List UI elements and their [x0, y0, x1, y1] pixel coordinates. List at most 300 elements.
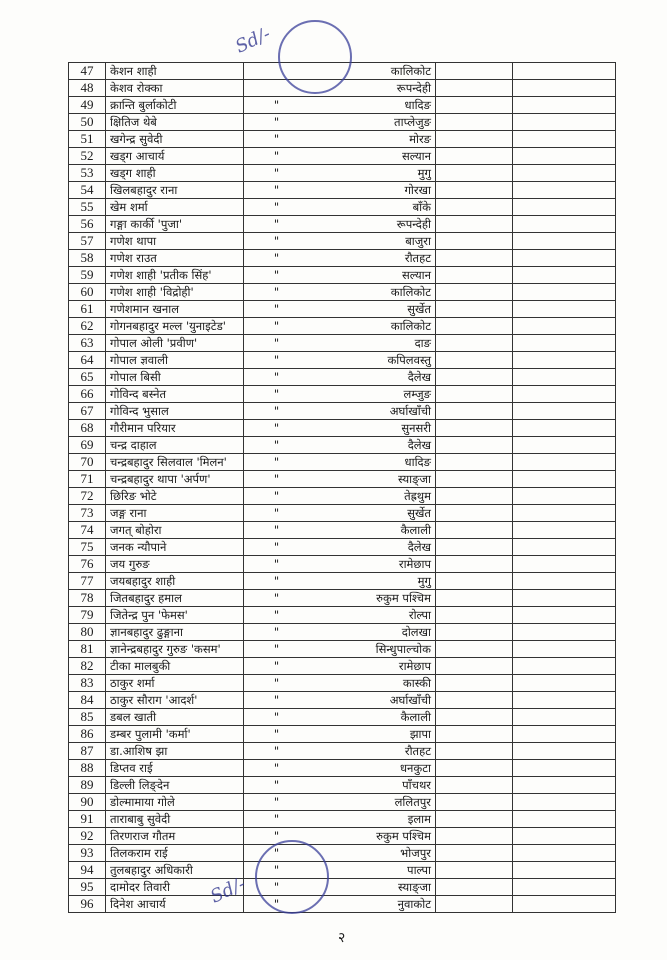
member-name: जयबहादुर शाही [106, 573, 244, 590]
member-name: ठाकुर शर्मा [106, 675, 244, 692]
empty-cell [513, 233, 616, 250]
district: कास्की [309, 675, 436, 692]
ditto-mark: " [244, 335, 310, 352]
table-row [69, 590, 616, 607]
ditto-mark: " [244, 828, 310, 845]
empty-cell [436, 250, 513, 267]
district: स्याङ्जा [309, 471, 436, 488]
district: मोरङ [309, 131, 436, 148]
table-row [69, 777, 616, 794]
member-name: दिनेश आचार्य [106, 896, 244, 913]
empty-cell [513, 165, 616, 182]
district: लम्जुङ [309, 386, 436, 403]
table-row [69, 607, 616, 624]
serial-number: 54 [69, 182, 106, 199]
empty-cell [513, 318, 616, 335]
serial-number: 57 [69, 233, 106, 250]
district: दैलेख [309, 369, 436, 386]
table-row [69, 624, 616, 641]
district: कालिकोट [309, 284, 436, 301]
empty-cell [436, 97, 513, 114]
empty-cell [513, 216, 616, 233]
empty-cell [513, 131, 616, 148]
table-row [69, 726, 616, 743]
district: रोल्पा [309, 607, 436, 624]
district: स्याङ्जा [309, 879, 436, 896]
empty-cell [513, 454, 616, 471]
district: बाजुरा [309, 233, 436, 250]
table-row [69, 879, 616, 896]
member-name: गोविन्द भुसाल [106, 403, 244, 420]
ditto-mark: " [244, 539, 310, 556]
empty-cell [436, 845, 513, 862]
district: रौतहट [309, 743, 436, 760]
member-name: गणेश राउत [106, 250, 244, 267]
district: धादिङ [309, 97, 436, 114]
table-row [69, 505, 616, 522]
empty-cell [436, 454, 513, 471]
serial-number: 60 [69, 284, 106, 301]
ditto-mark: " [244, 403, 310, 420]
district: धादिङ [309, 454, 436, 471]
member-name: जितेन्द्र पुन 'फेमस' [106, 607, 244, 624]
member-name: खड्ग आचार्य [106, 148, 244, 165]
member-name: केशन शाही [106, 63, 244, 80]
serial-number: 66 [69, 386, 106, 403]
serial-number: 62 [69, 318, 106, 335]
member-name: ठाकुर सौराग 'आदर्श' [106, 692, 244, 709]
empty-cell [513, 590, 616, 607]
member-name: डिप्तव राई [106, 760, 244, 777]
empty-cell [436, 811, 513, 828]
serial-number: 88 [69, 760, 106, 777]
empty-cell [436, 386, 513, 403]
empty-cell [436, 267, 513, 284]
district: बाँके [309, 199, 436, 216]
district: सल्यान [309, 148, 436, 165]
member-name: तुलबहादुर अधिकारी [106, 862, 244, 879]
district: सिन्धुपाल्चोक [309, 641, 436, 658]
member-name: गोविन्द बस्नेत [106, 386, 244, 403]
member-name: ज्ञानबहादुर ढुङ्गाना [106, 624, 244, 641]
serial-number: 48 [69, 80, 106, 97]
serial-number: 84 [69, 692, 106, 709]
district: दाङ [309, 335, 436, 352]
empty-cell [513, 369, 616, 386]
member-name: गोपाल ज्ञवाली [106, 352, 244, 369]
table-row [69, 811, 616, 828]
district: भोजपुर [309, 845, 436, 862]
empty-cell [436, 488, 513, 505]
serial-number: 63 [69, 335, 106, 352]
district: सुर्खेत [309, 301, 436, 318]
serial-number: 52 [69, 148, 106, 165]
serial-number: 74 [69, 522, 106, 539]
empty-cell [436, 505, 513, 522]
table-row [69, 267, 616, 284]
empty-cell [513, 675, 616, 692]
member-name: खिलबहादुर राना [106, 182, 244, 199]
ditto-mark: " [244, 641, 310, 658]
empty-cell [436, 165, 513, 182]
empty-cell [513, 148, 616, 165]
serial-number: 80 [69, 624, 106, 641]
empty-cell [436, 403, 513, 420]
ditto-mark: " [244, 607, 310, 624]
serial-number: 67 [69, 403, 106, 420]
district: दोलखा [309, 624, 436, 641]
ditto-mark: " [244, 284, 310, 301]
district: झापा [309, 726, 436, 743]
signature-top: Sd/- [232, 23, 274, 58]
district: धनकुटा [309, 760, 436, 777]
empty-cell [513, 267, 616, 284]
table-row [69, 692, 616, 709]
table-row [69, 454, 616, 471]
district: सुनसरी [309, 420, 436, 437]
empty-cell [513, 284, 616, 301]
table-row [69, 335, 616, 352]
empty-cell [513, 777, 616, 794]
district: अर्घाखाँची [309, 403, 436, 420]
serial-number: 53 [69, 165, 106, 182]
member-name: खड्ग शाही [106, 165, 244, 182]
empty-cell [513, 437, 616, 454]
serial-number: 61 [69, 301, 106, 318]
ditto-mark: " [244, 369, 310, 386]
table-row [69, 403, 616, 420]
district: रुकुम पश्चिम [309, 828, 436, 845]
serial-number: 47 [69, 63, 106, 80]
table-row [69, 233, 616, 250]
empty-cell [513, 556, 616, 573]
district: कालिकोट [309, 318, 436, 335]
table-row [69, 97, 616, 114]
member-name: गणेश शाही 'प्रतीक सिंह' [106, 267, 244, 284]
member-name: तिलकराम राई [106, 845, 244, 862]
member-name: जनक न्यौपाने [106, 539, 244, 556]
empty-cell [513, 896, 616, 913]
district: रामेछाप [309, 658, 436, 675]
member-name: गोगनबहादुर मल्ल 'युनाइटेड' [106, 318, 244, 335]
ditto-mark: " [244, 658, 310, 675]
empty-cell [436, 437, 513, 454]
ditto-mark: " [244, 97, 310, 114]
empty-cell [513, 624, 616, 641]
ditto-mark: " [244, 114, 310, 131]
ditto-mark: " [244, 131, 310, 148]
serial-number: 92 [69, 828, 106, 845]
empty-cell [513, 114, 616, 131]
ditto-mark: " [244, 488, 310, 505]
empty-cell [513, 63, 616, 80]
empty-cell [436, 80, 513, 97]
empty-cell [513, 199, 616, 216]
district: इलाम [309, 811, 436, 828]
serial-number: 72 [69, 488, 106, 505]
ditto-mark: " [244, 590, 310, 607]
serial-number: 77 [69, 573, 106, 590]
ditto-mark: " [244, 318, 310, 335]
district: अर्घाखाँची [309, 692, 436, 709]
member-name: ताराबाबु सुवेदी [106, 811, 244, 828]
district: रामेछाप [309, 556, 436, 573]
ditto-mark: " [244, 879, 310, 896]
member-list-table [68, 62, 616, 913]
member-name: गणेशमान खनाल [106, 301, 244, 318]
table-row [69, 250, 616, 267]
serial-number: 55 [69, 199, 106, 216]
empty-cell [513, 828, 616, 845]
ditto-mark: " [244, 794, 310, 811]
table-row [69, 420, 616, 437]
member-name: डम्बर पुलामी 'कर्मा' [106, 726, 244, 743]
empty-cell [513, 539, 616, 556]
member-name: दामोदर तिवारी [106, 879, 244, 896]
district: रूपन्देही [309, 216, 436, 233]
district: तेह्रथुम [309, 488, 436, 505]
ditto-mark: " [244, 760, 310, 777]
serial-number: 89 [69, 777, 106, 794]
ditto-mark: " [244, 743, 310, 760]
serial-number: 79 [69, 607, 106, 624]
empty-cell [436, 828, 513, 845]
table-row [69, 437, 616, 454]
empty-cell [513, 182, 616, 199]
empty-cell [436, 556, 513, 573]
serial-number: 73 [69, 505, 106, 522]
serial-number: 81 [69, 641, 106, 658]
empty-cell [436, 471, 513, 488]
signature-bottom: Sd/- [207, 873, 249, 908]
empty-cell [436, 794, 513, 811]
ditto-mark: " [244, 709, 310, 726]
table-row [69, 471, 616, 488]
table-row [69, 352, 616, 369]
empty-cell [513, 403, 616, 420]
empty-cell [513, 301, 616, 318]
district: रौतहट [309, 250, 436, 267]
empty-cell [513, 505, 616, 522]
empty-cell [436, 658, 513, 675]
ditto-mark: " [244, 862, 310, 879]
table-row [69, 182, 616, 199]
empty-cell [513, 743, 616, 760]
ditto-mark: " [244, 352, 310, 369]
empty-cell [513, 386, 616, 403]
empty-cell [513, 573, 616, 590]
empty-cell [513, 522, 616, 539]
ditto-mark: " [244, 199, 310, 216]
empty-cell [436, 233, 513, 250]
ditto-mark: " [244, 726, 310, 743]
serial-number: 51 [69, 131, 106, 148]
empty-cell [513, 250, 616, 267]
serial-number: 56 [69, 216, 106, 233]
empty-cell [513, 692, 616, 709]
ditto-mark: " [244, 471, 310, 488]
serial-number: 76 [69, 556, 106, 573]
empty-cell [436, 896, 513, 913]
empty-cell [436, 726, 513, 743]
member-name: गोपाल ओली 'प्रवीण' [106, 335, 244, 352]
member-name: क्षितिज थेबे [106, 114, 244, 131]
empty-cell [436, 284, 513, 301]
organization-stamp-top [278, 20, 352, 94]
empty-cell [436, 573, 513, 590]
table-row [69, 828, 616, 845]
ditto-mark: " [244, 420, 310, 437]
serial-number: 71 [69, 471, 106, 488]
empty-cell [436, 369, 513, 386]
table-row [69, 301, 616, 318]
member-name: गौरीमान परियार [106, 420, 244, 437]
serial-number: 96 [69, 896, 106, 913]
member-name: क्रान्ति बुर्लाकोटी [106, 97, 244, 114]
ditto-mark: " [244, 437, 310, 454]
empty-cell [436, 216, 513, 233]
serial-number: 65 [69, 369, 106, 386]
ditto-mark: " [244, 216, 310, 233]
serial-number: 91 [69, 811, 106, 828]
empty-cell [513, 845, 616, 862]
district: रूपन्देही [309, 80, 436, 97]
empty-cell [513, 607, 616, 624]
district: रुकुम पश्चिम [309, 590, 436, 607]
table-row [69, 675, 616, 692]
empty-cell [436, 420, 513, 437]
district: मुगु [309, 165, 436, 182]
ditto-mark: " [244, 777, 310, 794]
serial-number: 64 [69, 352, 106, 369]
member-name: जय गुरुङ [106, 556, 244, 573]
ditto-mark: " [244, 556, 310, 573]
empty-cell [513, 488, 616, 505]
serial-number: 86 [69, 726, 106, 743]
serial-number: 70 [69, 454, 106, 471]
serial-number: 58 [69, 250, 106, 267]
district: कैलाली [309, 709, 436, 726]
ditto-mark: " [244, 182, 310, 199]
empty-cell [436, 352, 513, 369]
table-row [69, 488, 616, 505]
empty-cell [436, 318, 513, 335]
district: पाल्पा [309, 862, 436, 879]
ditto-mark: " [244, 250, 310, 267]
table-row [69, 114, 616, 131]
member-name: गोपाल बिसी [106, 369, 244, 386]
district: गोरखा [309, 182, 436, 199]
member-name: डबल खाती [106, 709, 244, 726]
ditto-mark: " [244, 454, 310, 471]
table-row [69, 862, 616, 879]
district: नुवाकोट [309, 896, 436, 913]
empty-cell [513, 862, 616, 879]
serial-number: 85 [69, 709, 106, 726]
table-row [69, 641, 616, 658]
ditto-mark: " [244, 896, 310, 913]
empty-cell [436, 760, 513, 777]
empty-cell [436, 301, 513, 318]
table-row [69, 743, 616, 760]
table-row [69, 284, 616, 301]
empty-cell [436, 709, 513, 726]
table-row [69, 896, 616, 913]
ditto-mark: " [244, 148, 310, 165]
member-name: ज्ञानेन्द्रबहादुर गुरुङ 'कसम' [106, 641, 244, 658]
serial-number: 69 [69, 437, 106, 454]
page-number: २ [338, 930, 346, 946]
member-name: डिल्ली लिङ्देन [106, 777, 244, 794]
district: दैलेख [309, 539, 436, 556]
ditto-mark: " [244, 811, 310, 828]
ditto-mark: " [244, 845, 310, 862]
empty-cell [513, 811, 616, 828]
empty-cell [513, 726, 616, 743]
member-name: खगेन्द्र सुवेदी [106, 131, 244, 148]
empty-cell [436, 590, 513, 607]
member-name: जङ्ग राना [106, 505, 244, 522]
district: सुर्खेत [309, 505, 436, 522]
table-row [69, 845, 616, 862]
district: ताप्लेजुङ [309, 114, 436, 131]
serial-number: 90 [69, 794, 106, 811]
district: ललितपुर [309, 794, 436, 811]
serial-number: 87 [69, 743, 106, 760]
organization-stamp-bottom [255, 840, 329, 914]
member-name: केशव रोक्का [106, 80, 244, 97]
district: मुगु [309, 573, 436, 590]
empty-cell [436, 539, 513, 556]
serial-number: 49 [69, 97, 106, 114]
serial-number: 75 [69, 539, 106, 556]
serial-number: 83 [69, 675, 106, 692]
member-name: चन्द्रबहादुर सिलवाल 'मिलन' [106, 454, 244, 471]
empty-cell [436, 335, 513, 352]
empty-cell [436, 675, 513, 692]
district: दैलेख [309, 437, 436, 454]
table-row [69, 539, 616, 556]
ditto-mark: " [244, 522, 310, 539]
ditto-mark: " [244, 386, 310, 403]
empty-cell [513, 794, 616, 811]
member-name: जगत् बोहोरा [106, 522, 244, 539]
empty-cell [513, 97, 616, 114]
ditto-mark: " [244, 624, 310, 641]
empty-cell [436, 607, 513, 624]
empty-cell [513, 760, 616, 777]
district: कपिलवस्तु [309, 352, 436, 369]
table-row [69, 573, 616, 590]
serial-number: 95 [69, 879, 106, 896]
table-row [69, 148, 616, 165]
empty-cell [436, 692, 513, 709]
ditto-mark: " [244, 573, 310, 590]
member-name: गङ्गा कार्की 'पुजा' [106, 216, 244, 233]
empty-cell [436, 148, 513, 165]
district: कैलाली [309, 522, 436, 539]
empty-cell [513, 641, 616, 658]
empty-cell [513, 420, 616, 437]
table-row [69, 522, 616, 539]
empty-cell [436, 624, 513, 641]
table-row [69, 131, 616, 148]
member-name: चन्द्र दाहाल [106, 437, 244, 454]
table-row [69, 386, 616, 403]
empty-cell [436, 199, 513, 216]
ditto-mark: " [244, 267, 310, 284]
empty-cell [513, 471, 616, 488]
